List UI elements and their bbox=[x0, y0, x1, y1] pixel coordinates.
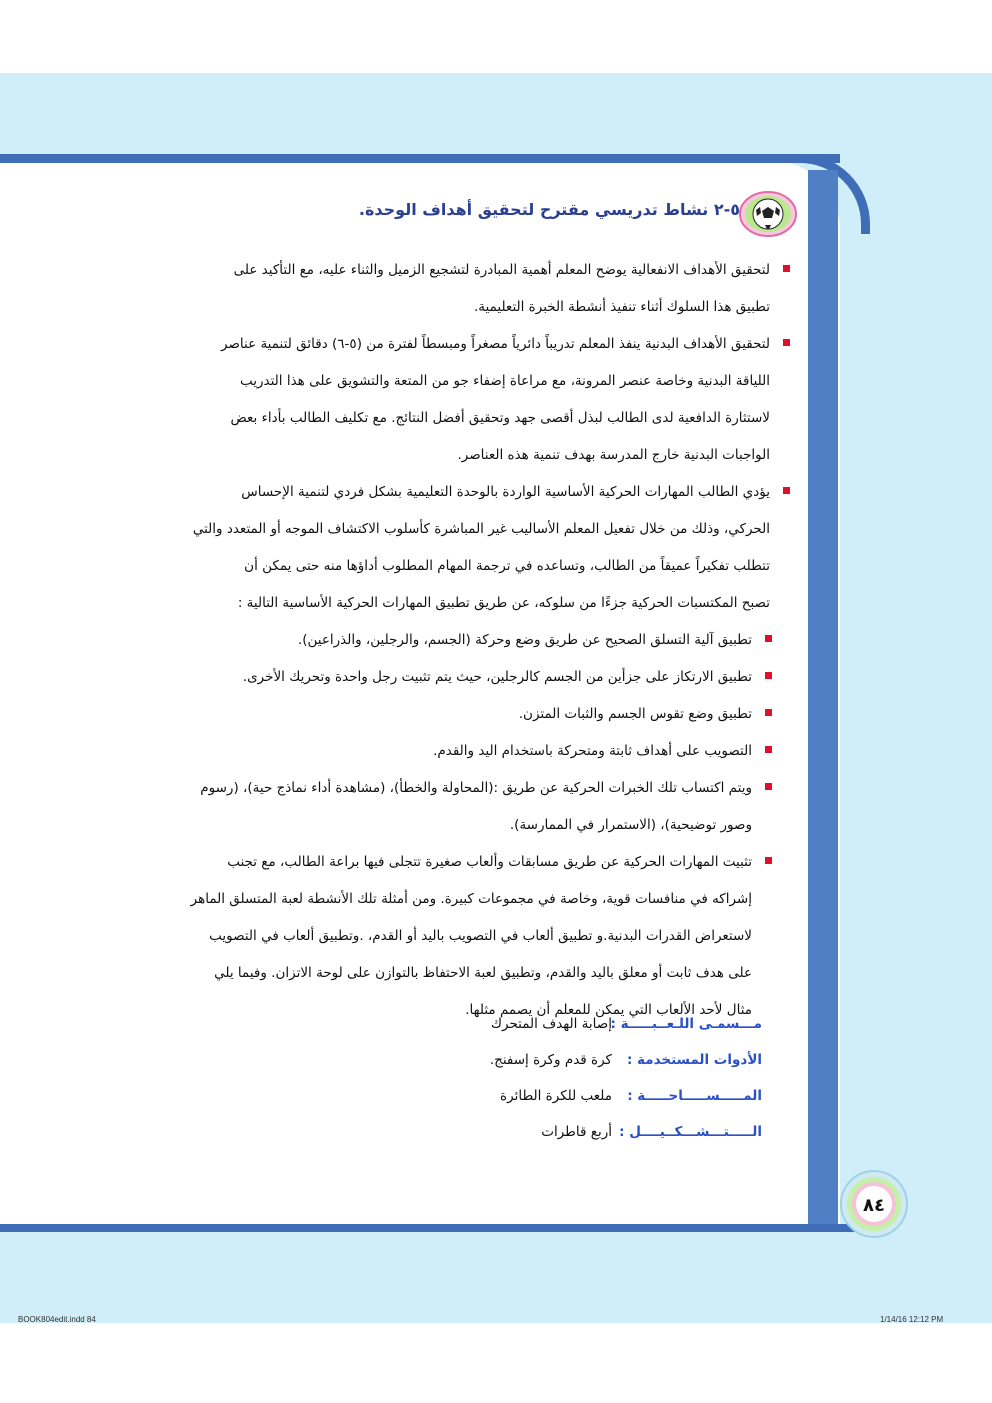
page-number-badge bbox=[838, 1168, 910, 1240]
game-field-row bbox=[440, 1006, 762, 1042]
bullet-square-icon bbox=[765, 709, 772, 716]
continuation-line bbox=[180, 585, 792, 622]
line-text: تطبيق الارتكاز على جزأين من الجسم كالرجلين، حيث يتم تثبيت رجل واحدة وتحريك الأخرى. bbox=[242, 669, 752, 685]
line-text: اللياقة البدنية وخاصة عنصر المرونة، مع مراعاة إضفاء جو من المتعة والتشويق على هذا التدريب bbox=[239, 373, 770, 389]
line-text: تثبيت المهارات الحركية عن طريق مسابقات وألعاب صغيرة تتجلى فيها براعة الطالب، مع تجنب bbox=[227, 854, 752, 870]
bullet-item bbox=[180, 474, 792, 511]
bullet-square-icon bbox=[765, 635, 772, 642]
frame-top-bar bbox=[0, 154, 840, 163]
continuation-line bbox=[180, 400, 792, 437]
continuation-line bbox=[180, 918, 792, 955]
bullet-square-icon bbox=[765, 783, 772, 790]
bullet-square-icon bbox=[765, 857, 772, 864]
line-text: الحركي، وذلك من خلال تفعيل المعلم الأساليب غير المباشرة كأسلوب الاكتشاف الموجه أو المتعدد والتي bbox=[192, 521, 770, 537]
continuation-line bbox=[180, 511, 792, 548]
sub-bullet-item bbox=[180, 733, 792, 770]
continuation-line bbox=[180, 363, 792, 400]
soccer-ball-icon bbox=[738, 190, 798, 238]
bullet-square-icon bbox=[783, 339, 790, 346]
line-text: لتحقيق الأهداف البدنية ينفذ المعلم تدريباً دائرياً مصغراً ومبسطاً لفترة من (٥-٦) دقائق لتنمية عناصر bbox=[221, 336, 770, 352]
game-field-row bbox=[440, 1114, 762, 1150]
sub-bullet-item bbox=[180, 844, 792, 881]
line-text: وصور توضيحية)، (الاستمرار في الممارسة). bbox=[509, 817, 752, 833]
line-text: الواجبات البدنية خارج المدرسة بهدف تنمية هذه العناصر. bbox=[457, 447, 770, 463]
bullet-square-icon bbox=[765, 746, 772, 753]
line-text: ويتم اكتساب تلك الخبرات الحركية عن طريق :(المحاولة والخطأ)، (مشاهدة أداء نماذج حية)، (رسوم bbox=[200, 780, 752, 796]
line-text: إشراكه في منافسات قوية، وخاصة في مجموعات كبيرة. ومن أمثلة تلك الأنشطة لعبة المتسلق الماهر bbox=[190, 891, 752, 907]
sub-bullet-item bbox=[180, 622, 792, 659]
line-text: مثال لأحد الألعاب التي يمكن للمعلم أن يصمم مثلها. bbox=[465, 1002, 752, 1018]
sub-bullet-item bbox=[180, 770, 792, 807]
game-field-row bbox=[440, 1042, 762, 1078]
line-text: تطبيق هذا السلوك أثناء تنفيذ أنشطة الخبرة التعليمية. bbox=[473, 299, 770, 315]
line-text: تطبيق آلية التسلق الصحيح عن طريق وضع وحركة (الجسم، والرجلين، والذراعين). bbox=[297, 632, 752, 648]
continuation-line bbox=[180, 955, 792, 992]
bullet-item bbox=[180, 252, 792, 289]
line-text: لاستثارة الدافعية لدى الطالب لبذل أقصى جهد وتحقيق أفضل النتائج. مع تكليف الطالب بأداء بعض bbox=[230, 410, 770, 426]
sub-bullet-item bbox=[180, 659, 792, 696]
section-title: ٥-٢ نشاط تدريسي مقترح لتحقيق أهداف الوحدة. bbox=[358, 200, 740, 219]
line-text: تتطلب تفكيراً عميقاً من الطالب، وتساعده في ترجمة المهام المطلوب أداؤها منه حتى يمكن أن bbox=[244, 558, 770, 574]
bullet-square-icon bbox=[783, 265, 790, 272]
line-text: تصبح المكتسبات الحركية جزءًا من سلوكه، عن طريق تطبيق المهارات الحركية الأساسية التالية : bbox=[237, 595, 770, 611]
bullet-item bbox=[180, 326, 792, 363]
line-text: لاستعراض القدرات البدنية.و تطبيق ألعاب في التصويب باليد أو القدم، .وتطبيق ألعاب في التصويب bbox=[209, 928, 752, 944]
continuation-line bbox=[180, 437, 792, 474]
game-field-value: أربع قاطرات bbox=[541, 1124, 612, 1140]
footer-file-name: BOOK804edit.indd 84 bbox=[18, 1315, 96, 1324]
line-text: التصويب على أهداف ثابتة ومتحركة باستخدام اليد والقدم. bbox=[433, 743, 752, 759]
game-field-value: كرة قدم وكرة إسفنج. bbox=[489, 1052, 612, 1068]
game-field-row bbox=[440, 1078, 762, 1114]
line-text: على هدف ثابت أو معلق باليد والقدم، وتطبيق لعبة الاحتفاظ بالتوازن على لوحة الاتزان. وفيما يلي bbox=[214, 965, 752, 981]
game-field-value: إصابة الهدف المتحرك bbox=[490, 1016, 612, 1032]
main-content bbox=[180, 252, 792, 1029]
game-details bbox=[440, 1006, 762, 1150]
page-number: ٨٤ bbox=[863, 1195, 885, 1216]
continuation-line bbox=[180, 807, 792, 844]
line-text: تطبيق وضع تقوس الجسم والثبات المتزن. bbox=[518, 706, 752, 722]
game-field-value: ملعب للكرة الطائرة bbox=[500, 1088, 612, 1104]
frame-right-bar bbox=[808, 170, 838, 1230]
bullet-square-icon bbox=[783, 487, 790, 494]
frame-bottom-bar bbox=[0, 1224, 860, 1232]
game-field-label: الأدوات المستخدمة : bbox=[626, 1052, 762, 1068]
continuation-line bbox=[180, 548, 792, 585]
line-text: لتحقيق الأهداف الانفعالية يوضح المعلم أهمية المبادرة لتشجيع الزميل والثناء عليه، مع التأكيد على bbox=[233, 262, 770, 278]
section-header bbox=[358, 190, 798, 238]
footer-timestamp: 1/14/16 12:12 PM bbox=[880, 1315, 944, 1324]
continuation-line bbox=[180, 289, 792, 326]
bullet-square-icon bbox=[765, 672, 772, 679]
line-text: يؤدي الطالب المهارات الحركية الأساسية الواردة بالوحدة التعليمية بشكل فردي لتنمية الإحساس bbox=[241, 484, 770, 500]
game-field-label: مـــسمـى اللـعــبـــــة : bbox=[610, 1016, 762, 1032]
game-field-label: الـــــتـــشـــكــيــــل : bbox=[619, 1124, 762, 1140]
game-field-label: المـــــســـــاحـــــة : bbox=[627, 1088, 762, 1104]
continuation-line bbox=[180, 881, 792, 918]
sub-bullet-item bbox=[180, 696, 792, 733]
